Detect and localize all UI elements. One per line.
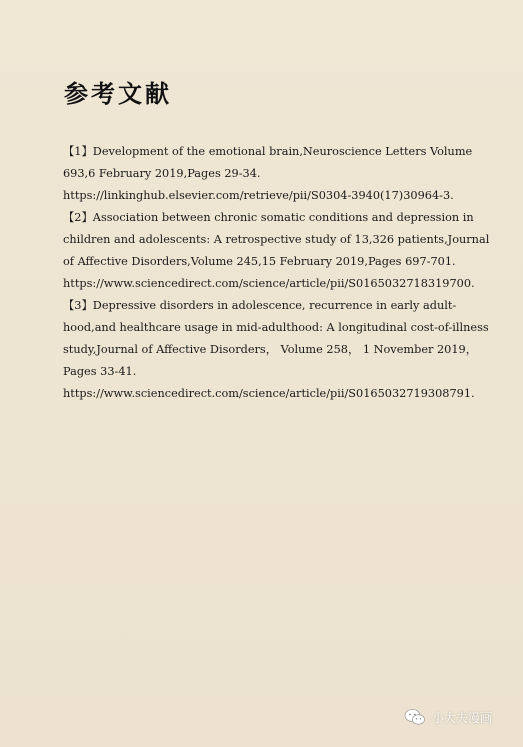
reference-line: 【1】Development of the emotional brain,Neuroscience Letters Volume xyxy=(63,145,473,158)
reference-line: of Affective Disorders,Volume 245,15 February 2019,Pages 697-701. xyxy=(63,255,456,268)
reference-item xyxy=(63,295,489,405)
reference-line: 693,6 February 2019,Pages 29-34. xyxy=(63,167,261,180)
reference-url: https://www.sciencedirect.com/science/article/pii/S0165032718319700. xyxy=(63,277,475,290)
wechat-icon xyxy=(404,708,426,726)
reference-line: study,Journal of Affective Disorders， Volume 258， 1 November 2019， xyxy=(63,343,478,356)
reference-line: 【2】Association between chronic somatic conditions and depression in xyxy=(63,211,474,224)
reference-line: Pages 33-41. xyxy=(63,365,137,378)
reference-item xyxy=(63,207,490,295)
watermark xyxy=(404,708,492,726)
reference-url: https://linkinghub.elsevier.com/retrieve/pii/S0304-3940(17)30964-3. xyxy=(63,189,454,202)
reference-list xyxy=(63,141,490,405)
page-title: 参考文献 xyxy=(64,79,172,108)
reference-line: 【3】Depressive disorders in adolescence, recurrence in early adult- xyxy=(63,299,457,312)
reference-line: hood,and healthcare usage in mid-adulthood: A longitudinal cost-of-illness xyxy=(63,321,489,334)
reference-url: https://www.sciencedirect.com/science/article/pii/S0165032719308791. xyxy=(63,387,475,400)
reference-item xyxy=(63,141,475,207)
watermark-text: 小大夫漫画 xyxy=(431,710,492,725)
reference-line: children and adolescents: A retrospective study of 13,326 patients,Journal xyxy=(63,233,490,246)
